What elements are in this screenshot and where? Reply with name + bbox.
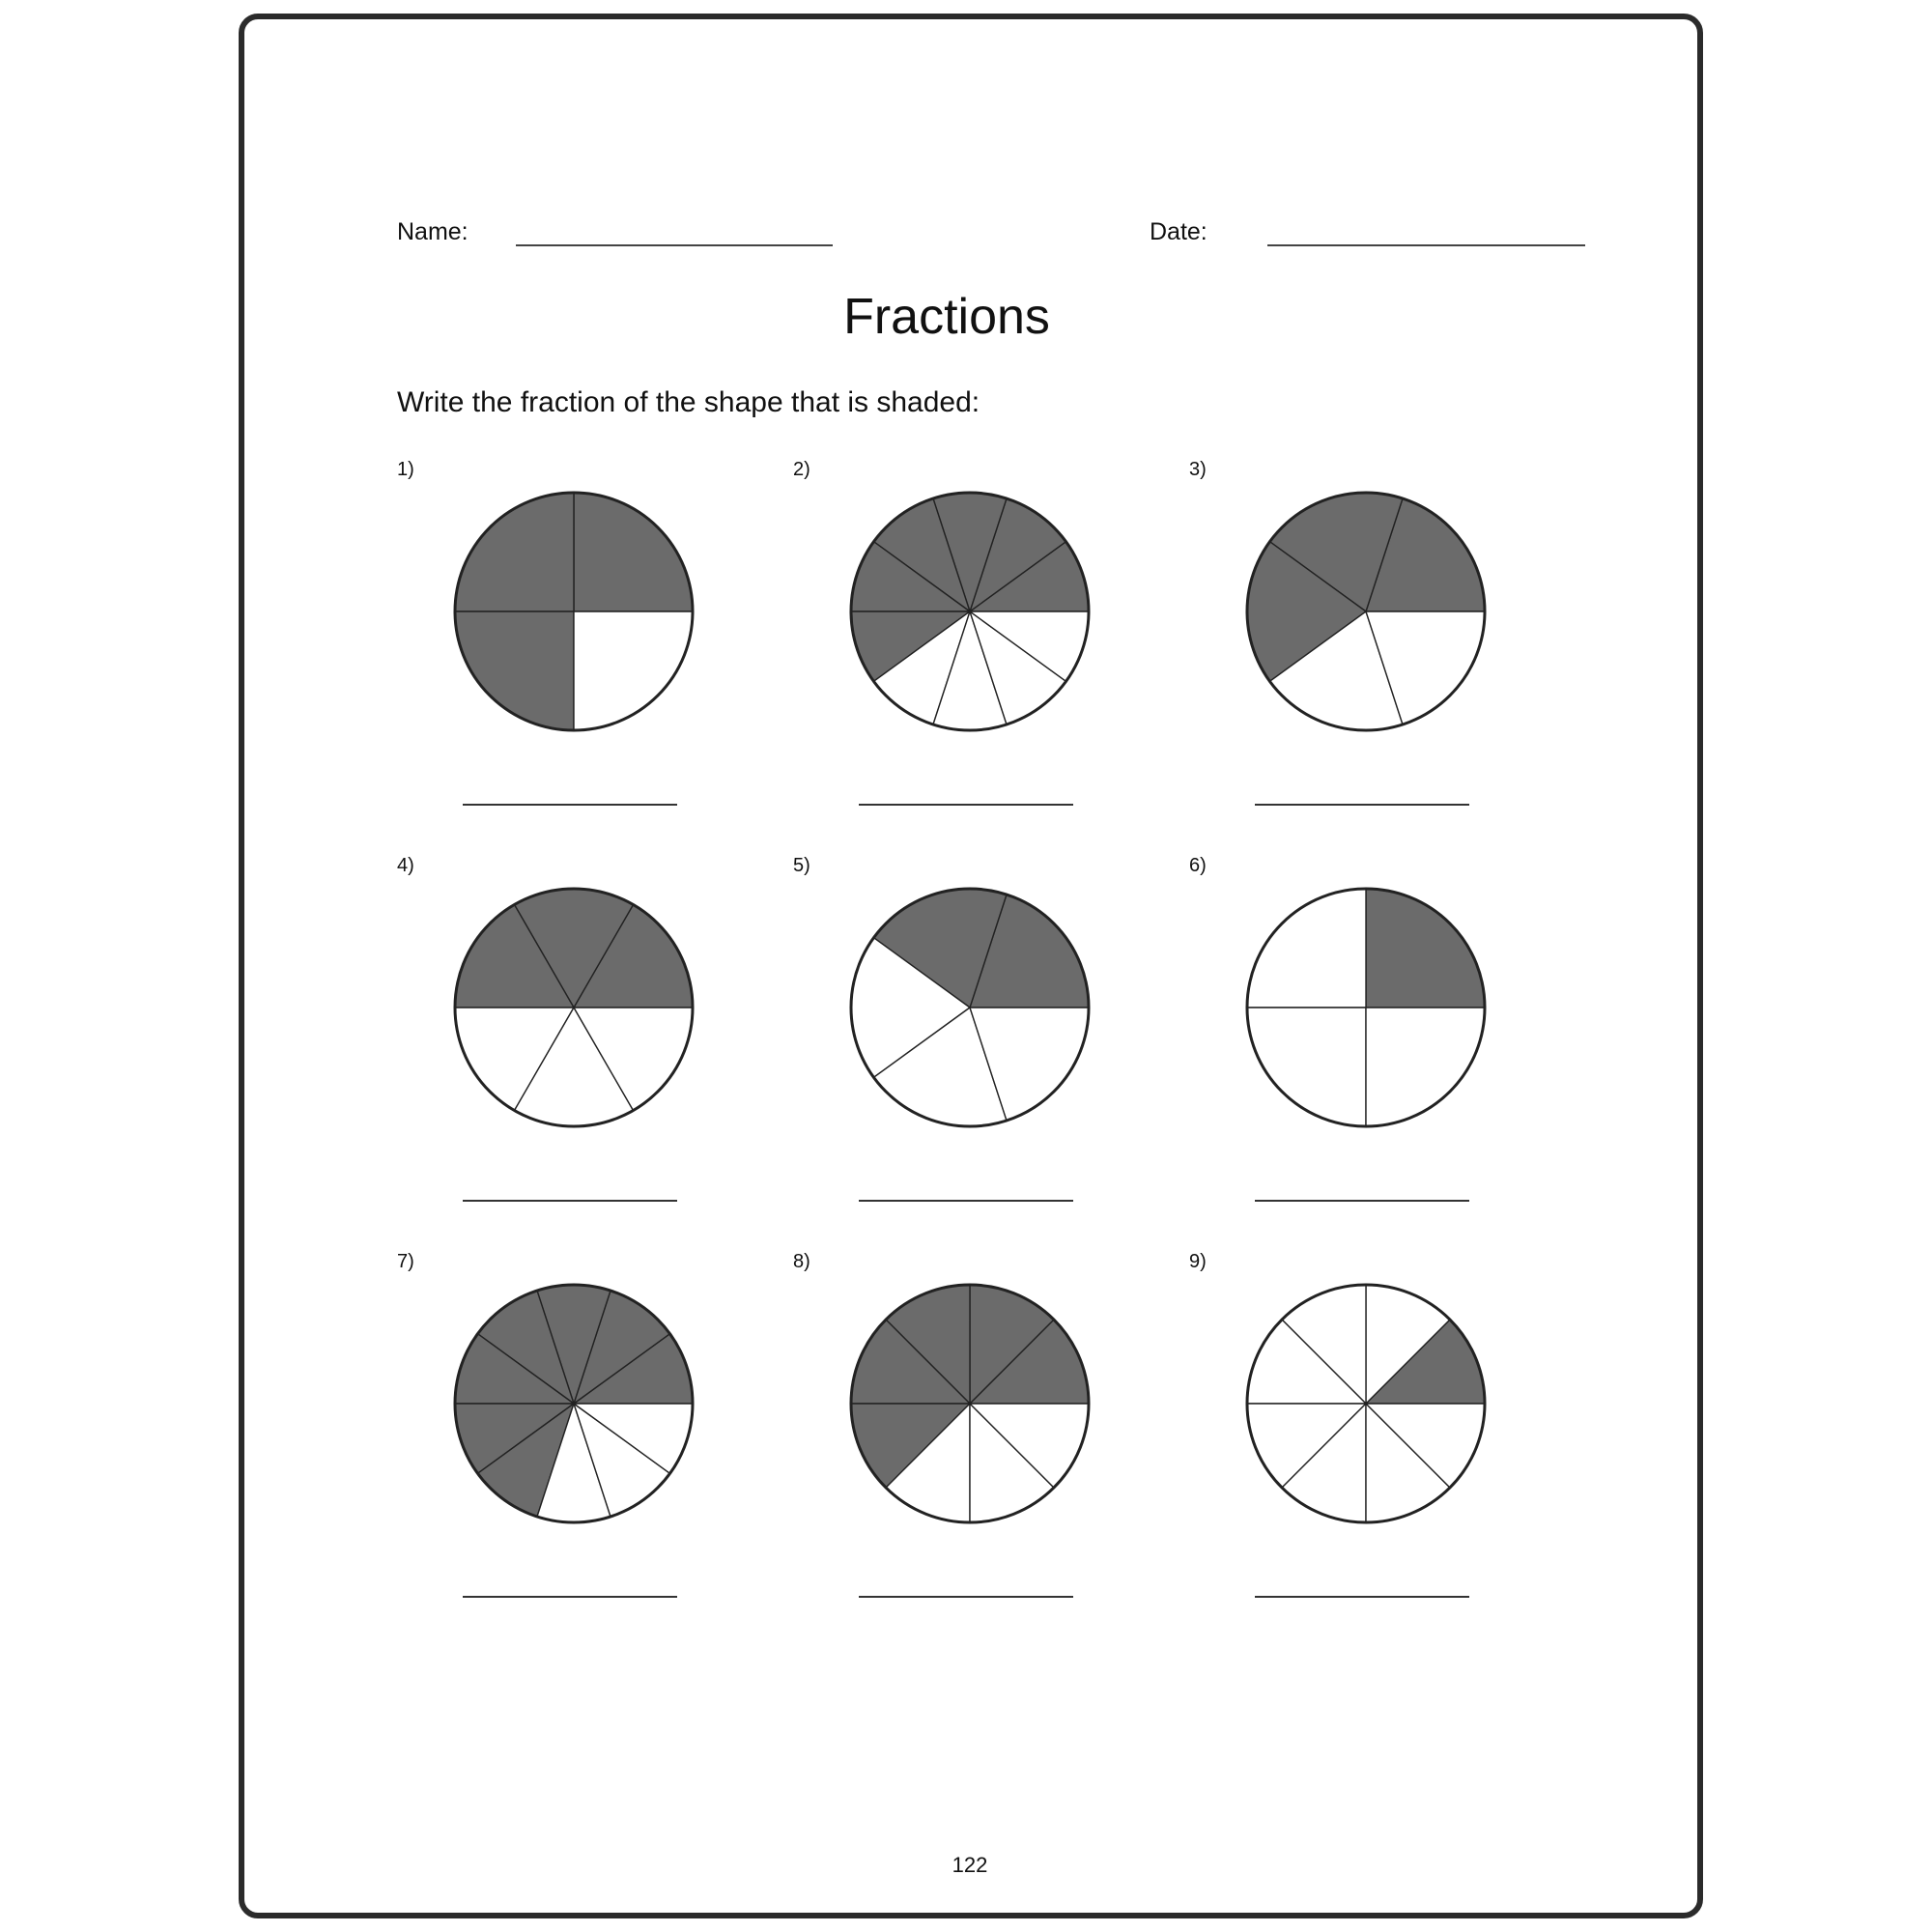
problem-2	[793, 460, 1112, 846]
problem-number: 4)	[397, 855, 414, 876]
shaded-slice	[455, 611, 574, 730]
instruction-text: Write the fraction of the shape that is shaded:	[397, 386, 980, 418]
problem-number: 1)	[397, 459, 414, 480]
problem-6	[1189, 856, 1508, 1242]
problem-number: 5)	[793, 855, 810, 876]
fraction-circle	[1243, 1281, 1489, 1526]
unshaded-slice	[574, 611, 693, 730]
fraction-circle	[847, 1281, 1093, 1526]
problem-7	[397, 1252, 716, 1638]
date-field-line[interactable]	[1267, 244, 1585, 246]
fraction-circle	[451, 489, 696, 734]
shaded-slice	[1366, 889, 1485, 1008]
problem-number: 9)	[1189, 1251, 1207, 1272]
answer-line[interactable]	[859, 804, 1073, 806]
shaded-slice	[455, 493, 574, 611]
unshaded-slice	[1366, 1008, 1485, 1126]
answer-line[interactable]	[859, 1596, 1073, 1598]
name-field-line[interactable]	[516, 244, 833, 246]
date-label: Date:	[1150, 218, 1208, 245]
problem-number: 7)	[397, 1251, 414, 1272]
problem-number: 3)	[1189, 459, 1207, 480]
fraction-circle	[847, 885, 1093, 1130]
fraction-circle	[451, 885, 696, 1130]
unshaded-slice	[1247, 889, 1366, 1008]
problem-number: 2)	[793, 459, 810, 480]
problem-1	[397, 460, 716, 846]
fraction-circle	[451, 1281, 696, 1526]
problem-number: 8)	[793, 1251, 810, 1272]
answer-line[interactable]	[463, 804, 677, 806]
page-title: Fractions	[843, 289, 1050, 345]
fraction-circle	[1243, 885, 1489, 1130]
name-label: Name:	[397, 218, 469, 245]
answer-line[interactable]	[1255, 1596, 1469, 1598]
answer-line[interactable]	[463, 1596, 677, 1598]
problem-5	[793, 856, 1112, 1242]
fraction-circle	[847, 489, 1093, 734]
page-number: 122	[952, 1853, 988, 1877]
problem-9	[1189, 1252, 1508, 1638]
shaded-slice	[574, 493, 693, 611]
problem-number: 6)	[1189, 855, 1207, 876]
unshaded-slice	[1247, 1008, 1366, 1126]
fraction-circle	[1243, 489, 1489, 734]
problem-8	[793, 1252, 1112, 1638]
answer-line[interactable]	[463, 1200, 677, 1202]
problem-4	[397, 856, 716, 1242]
answer-line[interactable]	[859, 1200, 1073, 1202]
answer-line[interactable]	[1255, 804, 1469, 806]
problem-3	[1189, 460, 1508, 846]
answer-line[interactable]	[1255, 1200, 1469, 1202]
